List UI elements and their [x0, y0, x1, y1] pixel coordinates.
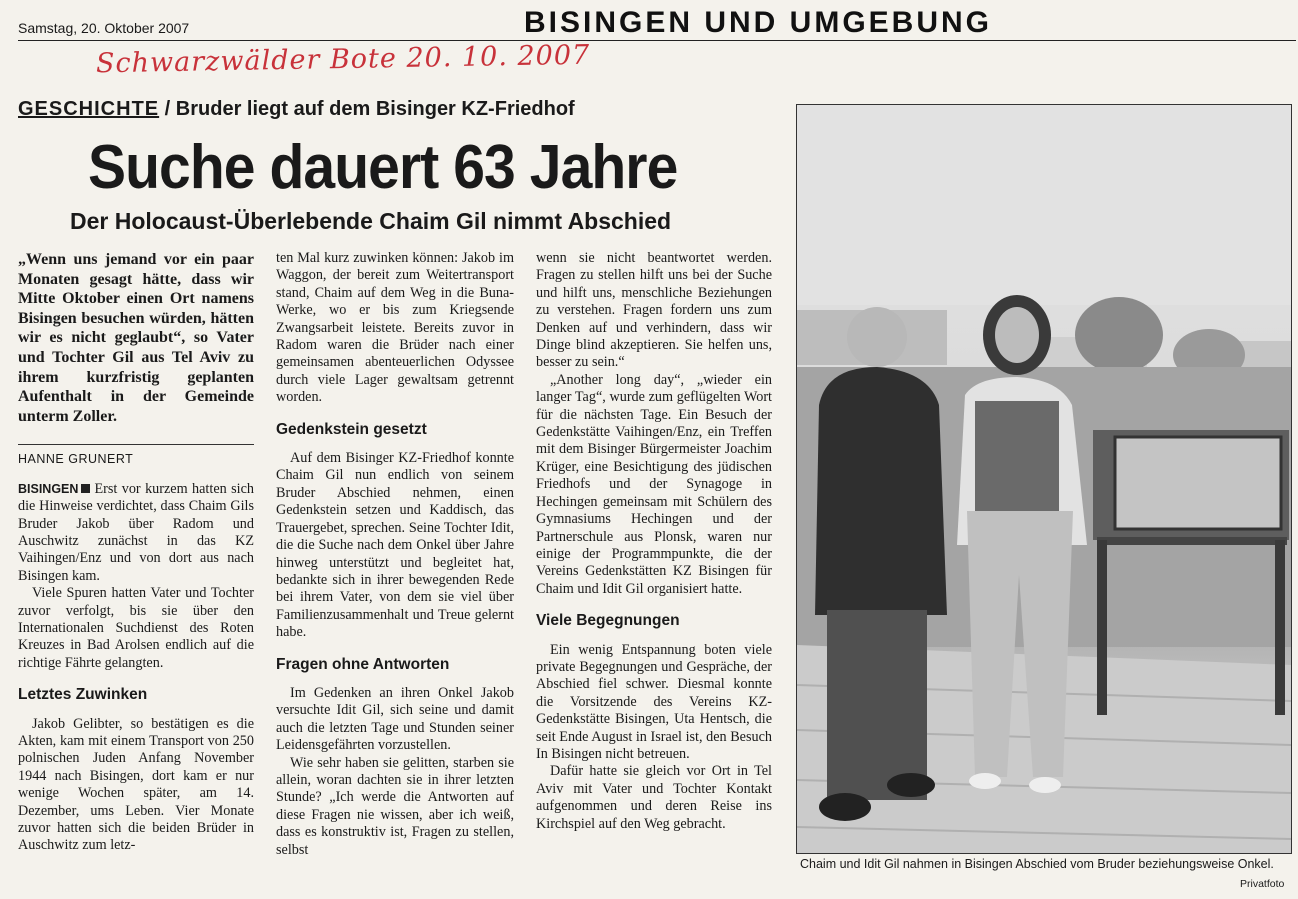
- body-paragraph: Wie sehr haben sie gelitten, starben sie allein, woran dachten sie in ihrer letzten Stunde? „Ich werde die Antworten auf diese Fragen nie wissen, aber ich weiß, dass es konstruktiv ist, Fragen zu stellen, selbst: [276, 754, 514, 858]
- photo-illustration: [797, 105, 1291, 853]
- dateline-square-icon: [81, 484, 90, 493]
- column-2: [276, 250, 514, 859]
- body-paragraph: Dafür hatte sie gleich vor Ort in Tel Aviv mit Vater und Tochter Kontakt aufgenommen und deren Reise ins Kirchspiel auf den Weg gebracht.: [536, 763, 772, 832]
- subheading-letztes-zuwinken: Letztes Zuwinken: [18, 686, 148, 704]
- section-title: BISINGEN UND UMGEBUNG: [524, 6, 993, 39]
- body-paragraph: Auf dem Bisinger KZ-Friedhof konnte Chaim Gil nun endlich von seinem Bruder Abschied nehmen, einen Gedenkstein setzen und Kaddisch, das Trauergebet, sprechen. Seine Tochter Idit, die die Suche nach dem Onkel über Jahre hinweg unterstützt und begleitet hat, bedankte sich in ihrer bewegenden Rede bei ihrem Vater, von dem sie viel über Familienzusammenhalt und Treue gelernt habe.: [276, 450, 514, 641]
- column-1: [18, 250, 254, 855]
- subheading-gedenkstein-gesetzt: Gedenkstein gesetzt: [276, 420, 427, 438]
- issue-date: Samstag, 20. Oktober 2007: [18, 20, 190, 36]
- subheadline: Der Holocaust-Überlebende Chaim Gil nimmt Abschied: [70, 208, 672, 234]
- author-byline: HANNE GRUNERT: [18, 452, 134, 467]
- body-paragraph: ten Mal kurz zuwinken können: Jakob im Waggon, der bereit zum Weitertransport stand, Chaim auf dem Weg in die Buna-Werke, wo er bis zum Kriegsende Zwangsarbeit leistete. Bereits zuvor in Radom waren die Brüder nach einer gemeinsamen abenteuerlichen Odyssee durch viele Lager gewaltsam getrennt worden.: [276, 250, 514, 406]
- kicker: [18, 98, 575, 121]
- kicker-category: GESCHICHTE: [18, 98, 160, 120]
- dateline-location: BISINGEN: [18, 481, 79, 496]
- body-paragraph: Ein wenig Entspannung boten viele private Begegnungen und Gespräche, der Abschied fiel schwer. Diesmal konnte die Vorsitzende des Vereins KZ-Gedenkstätte Bisingen, Uta Hentsch, die seit Ende August in Israel ist, den Besuch In Bisingen nicht betreuen.: [536, 641, 772, 762]
- body-paragraph: [18, 481, 254, 585]
- photo-caption: Chaim und Idit Gil nahmen in Bisingen Abschied vom Bruder beziehungsweise Onkel.: [800, 857, 1274, 871]
- kicker-text: / Bruder liegt auf dem Bisinger KZ-Friedhof: [159, 98, 575, 120]
- body-paragraph: Jakob Gelibter, so bestätigen es die Akten, kam mit einem Transport von 250 polnischen Juden Anfang November 1944 nach Bisingen, dort kam er nur wenige Wochen später, am 14. Dezember, ums Leben. Vier Monate zuvor hatten sich die beiden Brüder in Auschwitz zum letz-: [18, 715, 254, 854]
- headline: Suche dauert 63 Jahre: [88, 133, 678, 202]
- body-paragraph: Viele Spuren hatten Vater und Tochter zuvor verfolgt, bis sie über den Internationalen Suchdienst des Roten Kreuzes in Bad Arolsen endlich auf die richtige Fährte gelangten.: [18, 585, 254, 671]
- photo-credit: Privatfoto: [1240, 878, 1285, 890]
- lead-paragraph: „Wenn uns jemand vor ein paar Monaten gesagt hätte, dass wir Mitte Oktober einen Ort namens Bisingen besuchen würden, hätten wir es nicht geglaubt“, so Vater und Tochter Gil aus Tel Aviv zu ihrem kurzfristig geplanten Aufenthalt in der Gemeinde unterm Zoller.: [18, 251, 254, 425]
- column-3: [536, 250, 772, 833]
- subheading-viele-begegnungen: Viele Begegnungen: [536, 612, 680, 630]
- body-text: Erst vor kurzem hatten sich die Hinweise verdichtet, dass Chaim Gils Bruder Jakob über Radom und Auschwitz zunächst in das KZ Vaihingen/Enz und von dort aus nach Bisingen kam.: [18, 480, 254, 584]
- author-rule: [18, 444, 254, 445]
- handwritten-note: Schwarzwälder Bote 20. 10. 2007: [95, 39, 591, 80]
- subheading-fragen-ohne-antworten: Fragen ohne Antworten: [276, 655, 450, 673]
- header-rule: [18, 40, 1296, 41]
- article-photo: [796, 104, 1292, 854]
- body-paragraph: wenn sie nicht beantwortet werden. Fragen zu stellen hilft uns bei der Suche und hilft uns, menschliche Beziehungen zu verstehen. Fragen fordern uns zum Denken auf und verhindern, dass wir Dinge blind akzeptieren. Sie helfen uns, besser zu sein.“: [536, 250, 772, 371]
- body-paragraph: Im Gedenken an ihren Onkel Jakob versuchte Idit Gil, sich seine und damit auch die letzten Tage und Stunden seiner Leidensgefährten vorzustellen.: [276, 684, 514, 754]
- body-paragraph: „Another long day“, „wieder ein langer Tag“, wurde zum geflügelten Wort für die nächsten Tage. Ein Besuch der Gedenkstätte Vaihingen/Enz, ein Treffen mit dem Bisinger Bürgermeister Joachim Krüger, eine Besichtigung des jüdischen Friedhofs und der Synagoge in Hechingen gemeinsam mit Schülern des Gymnasiums Hechingen und der Partnerschule aus Plonsk, waren nur einige der Programmpunkte, die der Vereins Gedenkstätten KZ Bisingen für Chaim und Idit Gil organisiert hatte.: [536, 371, 772, 597]
